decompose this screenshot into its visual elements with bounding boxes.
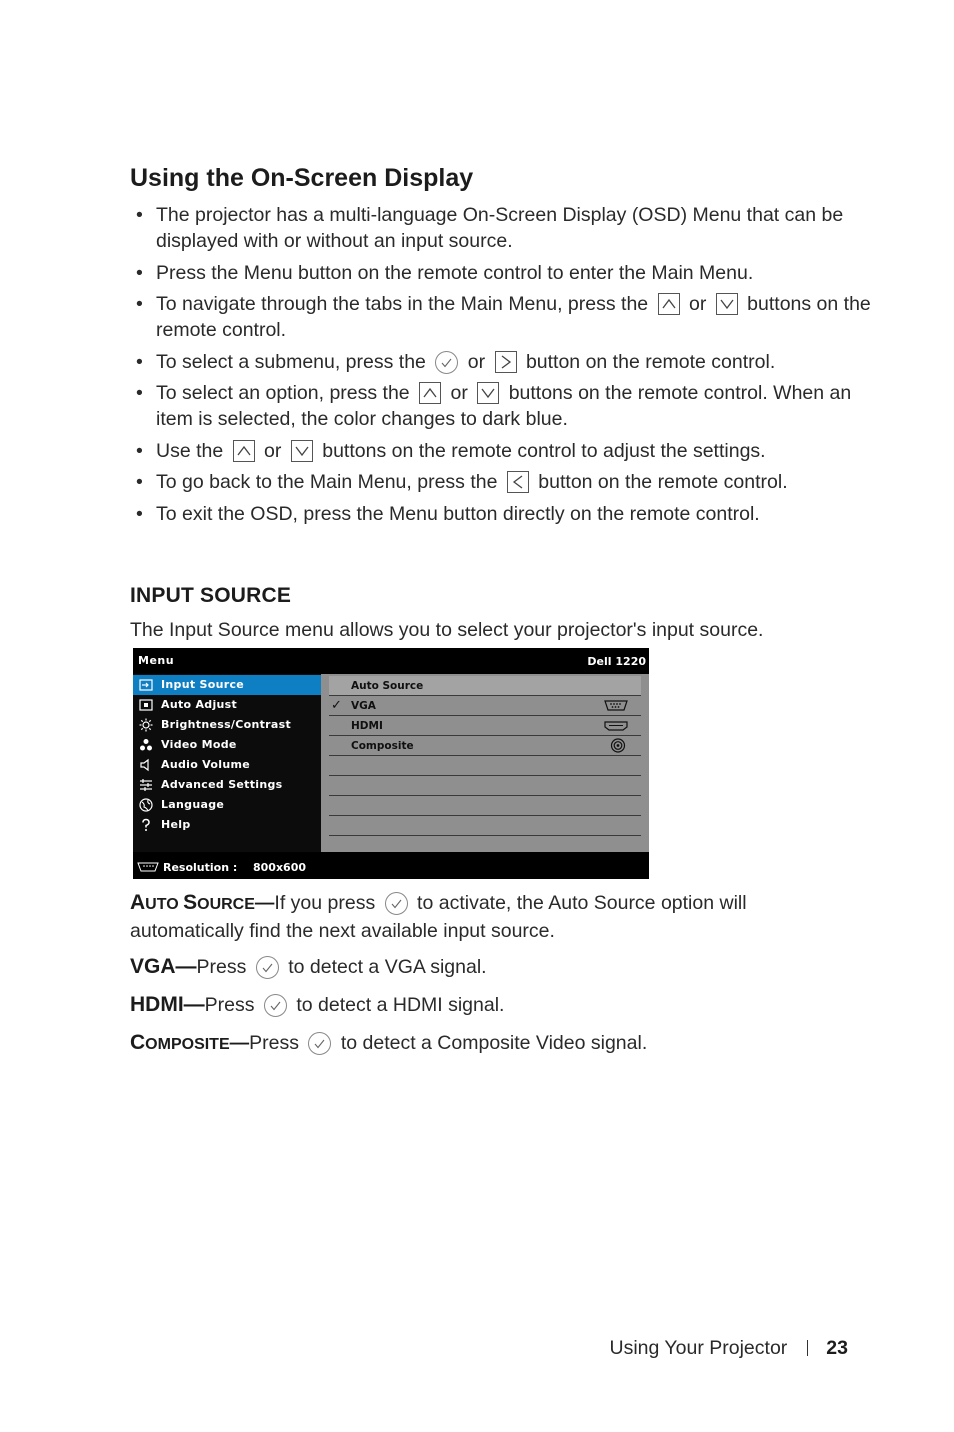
input-source-heading: INPUT SOURCE — [130, 584, 292, 607]
up-arrow-icon — [233, 440, 255, 462]
vga-port-icon — [137, 862, 159, 872]
input-source-icon — [139, 678, 153, 692]
osd-option-empty — [329, 776, 641, 796]
auto-source-description: AUTO SOURCE—If you press to activate, the Auto Source option will automatically find the next available input source. — [130, 891, 747, 942]
composite-description: COMPOSITE—Press to detect a Composite Video signal. — [130, 1031, 648, 1054]
list-item: • To go back to the Main Menu, press the button on the remote control. — [136, 469, 876, 495]
osd-header — [133, 648, 649, 674]
osd-option-empty — [329, 816, 641, 836]
globe-icon — [139, 798, 153, 812]
osd-item-audio-volume: Audio Volume — [133, 755, 321, 775]
composite-port-icon — [603, 738, 629, 753]
osd-option-empty — [329, 796, 641, 816]
checkmark-icon: ✓ — [331, 698, 342, 713]
osd-option-composite: Composite — [329, 736, 641, 756]
help-icon — [139, 818, 153, 832]
page-footer — [610, 1337, 848, 1360]
up-arrow-icon — [419, 382, 441, 404]
right-arrow-icon — [495, 351, 517, 373]
vga-port-icon — [603, 698, 629, 713]
osd-submenu — [321, 674, 649, 852]
osd-item-advanced-settings: Advanced Settings — [133, 775, 321, 795]
osd-menu-screenshot — [133, 648, 649, 879]
term-hdmi: HDMI— — [130, 993, 205, 1016]
checkmark-icon — [385, 892, 408, 915]
speaker-icon — [139, 758, 153, 772]
resolution-label: Resolution : — [163, 861, 238, 874]
auto-adjust-icon — [139, 698, 153, 712]
down-arrow-icon — [291, 440, 313, 462]
resolution-value: 800x600 — [253, 861, 307, 874]
osd-option-hdmi: HDMI — [329, 716, 641, 736]
down-arrow-icon — [477, 382, 499, 404]
osd-option-auto-source: Auto Source — [329, 676, 641, 696]
checkmark-icon — [308, 1032, 331, 1055]
checkmark-icon — [256, 956, 279, 979]
osd-item-video-mode: Video Mode — [133, 735, 321, 755]
osd-status-bar — [133, 852, 649, 879]
osd-item-brightness-contrast: Brightness/Contrast — [133, 715, 321, 735]
checkmark-icon — [435, 351, 458, 374]
list-item: • Use the or buttons on the remote control to adjust the settings. — [136, 438, 876, 464]
osd-item-auto-adjust: Auto Adjust — [133, 695, 321, 715]
list-item: • The projector has a multi-language On-Screen Display (OSD) Menu that can be displayed with or without an input source. — [136, 202, 876, 254]
sun-icon — [139, 718, 153, 732]
osd-option-empty — [329, 756, 641, 776]
left-arrow-icon — [507, 471, 529, 493]
list-item: • Press the Menu button on the remote control to enter the Main Menu. — [136, 260, 876, 286]
osd-option-vga: ✓ VGA — [329, 696, 641, 716]
osd-model-name: Dell 1220 — [587, 655, 646, 668]
section-title: Using the On-Screen Display — [130, 164, 474, 192]
down-arrow-icon — [716, 293, 738, 315]
vga-description: VGA—Press to detect a VGA signal. — [130, 955, 487, 978]
footer-divider — [807, 1340, 808, 1356]
list-item: • To select an option, press the or buttons on the remote control. When an item is selected, the color changes to dark blue. — [136, 380, 876, 432]
video-mode-icon — [139, 738, 153, 752]
list-item: • To navigate through the tabs in the Main Menu, press the or buttons on the remote control. — [136, 291, 876, 343]
osd-item-language: Language — [133, 795, 321, 815]
hdmi-port-icon — [603, 718, 629, 733]
osd-item-input-source: Input Source — [133, 675, 321, 695]
footer-chapter: Using Your Projector — [609, 1337, 788, 1359]
page-number: 23 — [826, 1337, 848, 1359]
term-composite: COMPOSITE— — [130, 1031, 250, 1054]
osd-main-menu — [133, 674, 321, 852]
up-arrow-icon — [658, 293, 680, 315]
sliders-icon — [139, 778, 153, 792]
osd-item-help: Help — [133, 815, 321, 835]
term-vga: VGA— — [130, 955, 197, 978]
list-item: • To exit the OSD, press the Menu button directly on the remote control. — [136, 501, 876, 527]
input-source-intro: The Input Source menu allows you to select your projector's input source. — [130, 619, 764, 641]
osd-instructions-list — [136, 202, 876, 532]
hdmi-description: HDMI—Press to detect a HDMI signal. — [130, 993, 505, 1016]
list-item: • To select a submenu, press the or button on the remote control. — [136, 349, 876, 375]
osd-menu-label: Menu — [138, 654, 175, 667]
checkmark-icon — [264, 994, 287, 1017]
term-auto-source: AUTO SOURCE— — [130, 891, 275, 914]
